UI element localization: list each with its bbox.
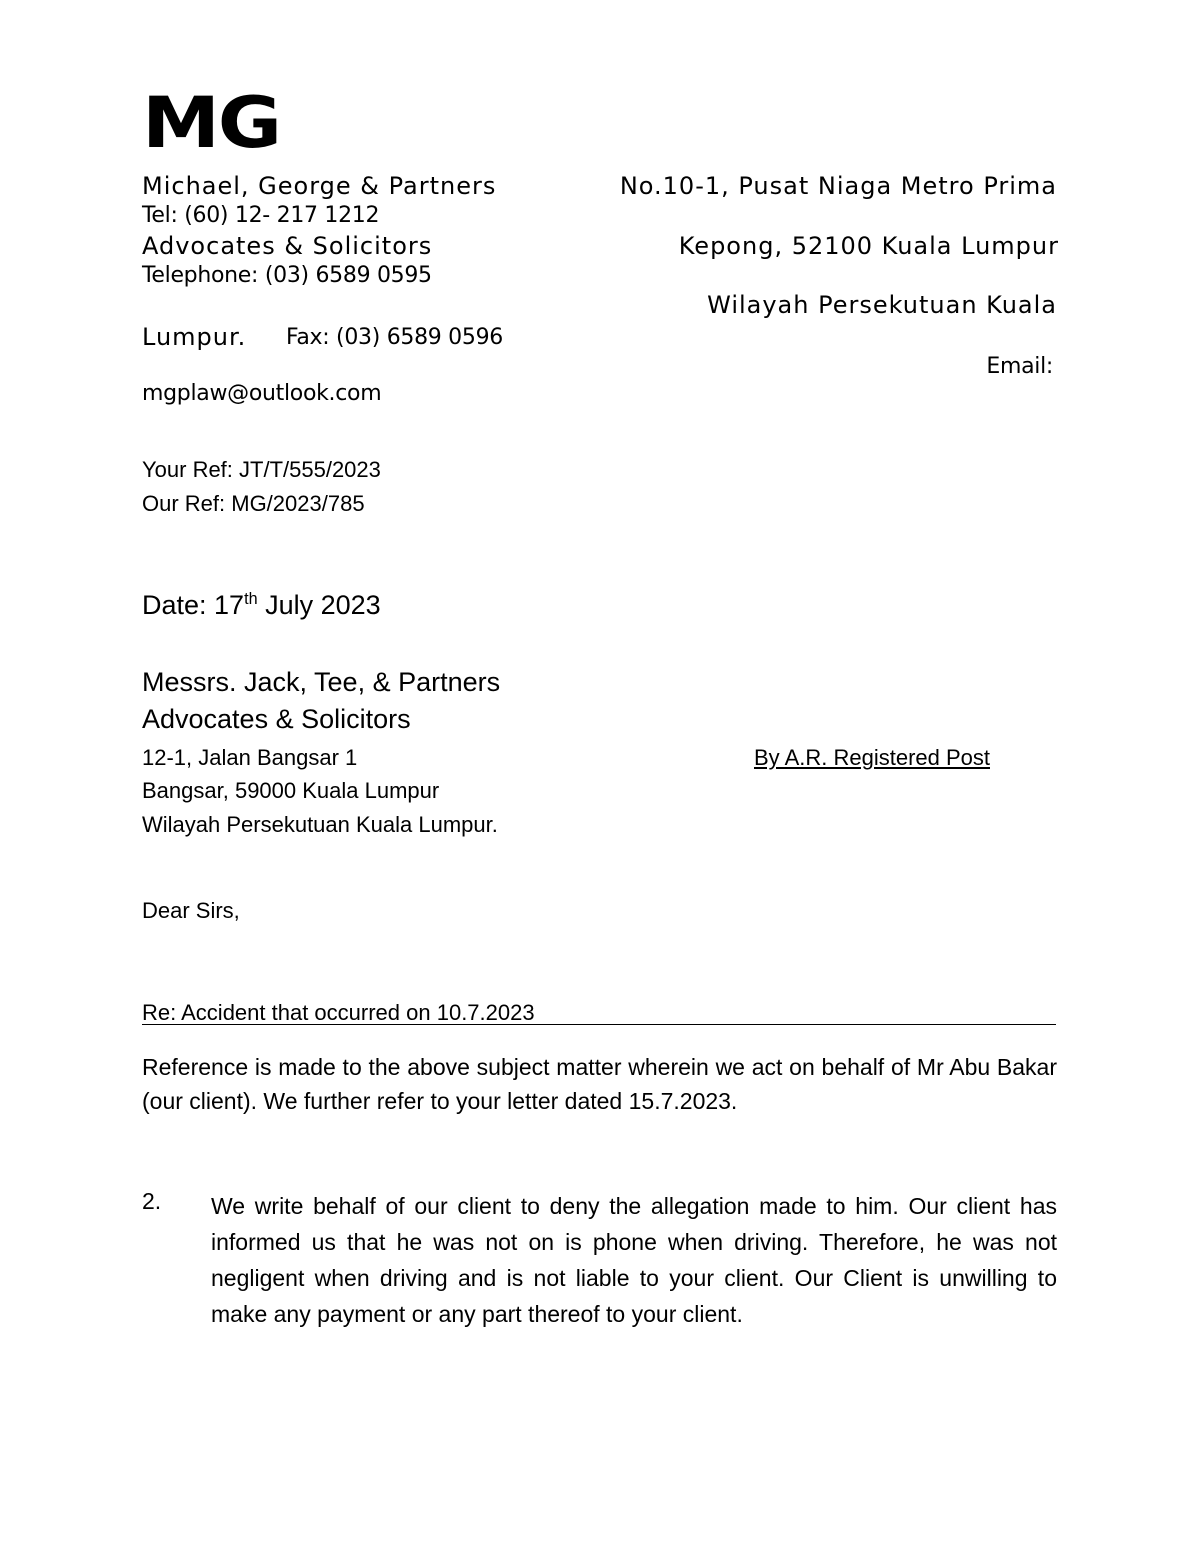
recipient-name: Messrs. Jack, Tee, & Partners (142, 667, 501, 697)
subject-underline (142, 1024, 1056, 1025)
our-ref: Our Ref: MG/2023/785 (142, 491, 365, 516)
salutation: Dear Sirs, (142, 898, 240, 923)
address-line-2: Kepong, 52100 Kuala Lumpur (678, 232, 1059, 260)
your-ref: Your Ref: JT/T/555/2023 (142, 457, 381, 482)
firm-fax: Fax: (03) 6589 0596 (286, 325, 503, 350)
firm-email: mgplaw@outlook.com (142, 381, 382, 406)
firm-lumpur: Lumpur. (142, 323, 247, 351)
firm-name: Michael, George & Partners (142, 172, 497, 200)
delivery-method: By A.R. Registered Post (754, 745, 990, 770)
paragraph-2: We write behalf of our client to deny the allegation made to him. Our client has informed us that he was not on is phone when driving. Therefore, he was not negligent when driving and is not liable to your client. Our Client is unwilling to make any payment or any part thereof to your client. (211, 1193, 1057, 1327)
firm-tel: Tel: (60) 12- 217 1212 (142, 203, 380, 228)
paragraph-2-number: 2. (142, 1188, 162, 1214)
paragraph-1: Reference is made to the above subject matter wherein we act on behalf of Mr Abu Bakar (our client). We further refer to your letter dated 15.7.2023. (142, 1054, 1057, 1114)
recipient-type: Advocates & Solicitors (142, 704, 411, 734)
address-line-1: No.10-1, Pusat Niaga Metro Prima (619, 172, 1057, 200)
recipient-address-3: Wilayah Persekutuan Kuala Lumpur. (142, 812, 498, 837)
recipient-address-2: Bangsar, 59000 Kuala Lumpur (142, 778, 440, 803)
subject-line: Re: Accident that occurred on 10.7.2023 (142, 1000, 535, 1025)
letter-date: Date: 17th July 2023 (142, 590, 381, 620)
firm-telephone: Telephone: (03) 6589 0595 (142, 263, 432, 288)
address-line-3: Wilayah Persekutuan Kuala (707, 291, 1057, 319)
firm-type: Advocates & Solicitors (142, 232, 433, 260)
firm-logo: MG (142, 82, 280, 164)
recipient-address-1: 12-1, Jalan Bangsar 1 (142, 745, 358, 770)
email-label: Email: (986, 354, 1053, 379)
